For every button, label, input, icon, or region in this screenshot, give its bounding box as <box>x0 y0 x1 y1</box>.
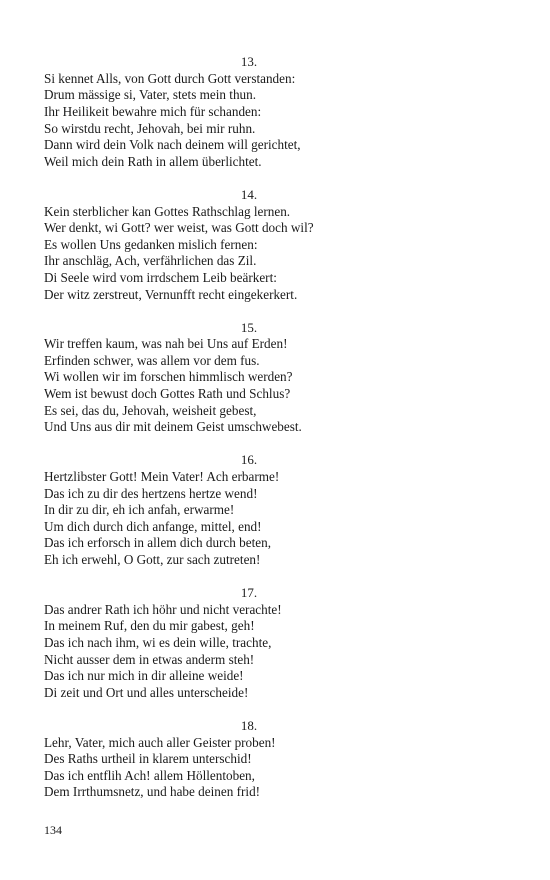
verse-line: Kein sterblicher kan Gottes Rathschlag lernen. <box>44 203 291 219</box>
stanza-number: 17. <box>240 585 258 600</box>
stanza-number: 14. <box>240 186 258 202</box>
verse-line: Das ich erforsch in allem dich durch beten, <box>44 535 272 551</box>
verse-line: Und Uns aus dir mit deinem Geist umschwebest. <box>44 419 302 435</box>
verse-line: Wi wollen wir im forschen himmlisch werden? <box>44 369 293 385</box>
verse-line: Lehr, Vater, mich auch aller Geister proben! <box>44 734 276 750</box>
verse-line: Um dich durch dich anfange, mittel, end! <box>44 518 262 534</box>
verse-line: In meinem Ruf, den du mir gabest, geh! <box>44 618 255 634</box>
verse-line: Wem ist bewust doch Gottes Rath und Schlus? <box>44 386 291 402</box>
verse-line: Eh ich erwehl, O Gott, zur sach zutreten! <box>44 552 261 568</box>
verse-line: Das andrer Rath ich höhr und nicht verachte! <box>44 601 282 617</box>
verse-line: Di Seele wird vom irrdschem Leib beärkert: <box>44 269 277 285</box>
verse-line: Erfinden schwer, was allem vor dem fus. <box>44 352 260 368</box>
verse-line: Hertzlibster Gott! Mein Vater! Ach erbarme! <box>44 469 280 485</box>
verse-line: Der witz zerstreut, Vernunfft recht eingekerkert. <box>44 286 298 302</box>
verse-line: So wirstdu recht, Jehovah, bei mir ruhn. <box>44 120 256 136</box>
verse-line: Di zeit und Ort und alles unterscheide! <box>44 684 249 700</box>
verse-line: Wir treffen kaum, was nah bei Uns auf Erden! <box>44 336 288 352</box>
poem-body <box>44 54 464 817</box>
stanza-number: 13. <box>240 54 258 69</box>
stanza-16 <box>44 452 464 568</box>
verse-line: Es wollen Uns gedanken mislich fernen: <box>44 236 258 252</box>
verse-line: Dann wird dein Volk nach deinem will gerichtet, <box>44 137 301 153</box>
verse-line: In dir zu dir, eh ich anfah, erwarme! <box>44 502 235 518</box>
verse-line: Das ich nach ihm, wi es dein wille, trachte, <box>44 634 272 650</box>
verse-line: Drum mässige si, Vater, stets mein thun. <box>44 87 257 103</box>
verse-line: Das ich entflih Ach! allem Höllentoben, <box>44 767 255 783</box>
verse-line: Es sei, das du, Jehovah, weisheit gebest, <box>44 402 257 418</box>
verse-line: Weil mich dein Rath in allem überlichtet. <box>44 153 262 169</box>
page-number: 134 <box>44 823 62 837</box>
verse-line: Nicht ausser dem in etwas anderm steh! <box>44 651 255 667</box>
verse-line: Das ich zu dir des hertzens hertze wend! <box>44 485 258 501</box>
stanza-17 <box>44 585 464 701</box>
verse-line: Wer denkt, wi Gott? wer weist, was Gott doch wil? <box>44 220 314 236</box>
stanza-number: 16. <box>240 452 258 468</box>
stanza-13 <box>44 54 464 170</box>
stanza-15 <box>44 320 464 436</box>
stanza-18 <box>44 718 464 801</box>
verse-line: Dem Irrthumsnetz, und habe deinen frid! <box>44 784 261 800</box>
verse-line: Des Raths urtheil in klarem unterschid! <box>44 751 252 767</box>
verse-line: Das ich nur mich in dir alleine weide! <box>44 668 244 684</box>
stanza-number: 18. <box>240 717 258 733</box>
verse-line: Ihr anschläg, Ach, verfährlichen das Zil. <box>44 253 257 269</box>
stanza-14 <box>44 187 464 303</box>
stanza-number: 15. <box>240 319 258 335</box>
verse-line: Si kennet Alls, von Gott durch Gott verstanden: <box>44 70 296 86</box>
verse-line: Ihr Heilikeit bewahre mich für schanden: <box>44 103 262 119</box>
